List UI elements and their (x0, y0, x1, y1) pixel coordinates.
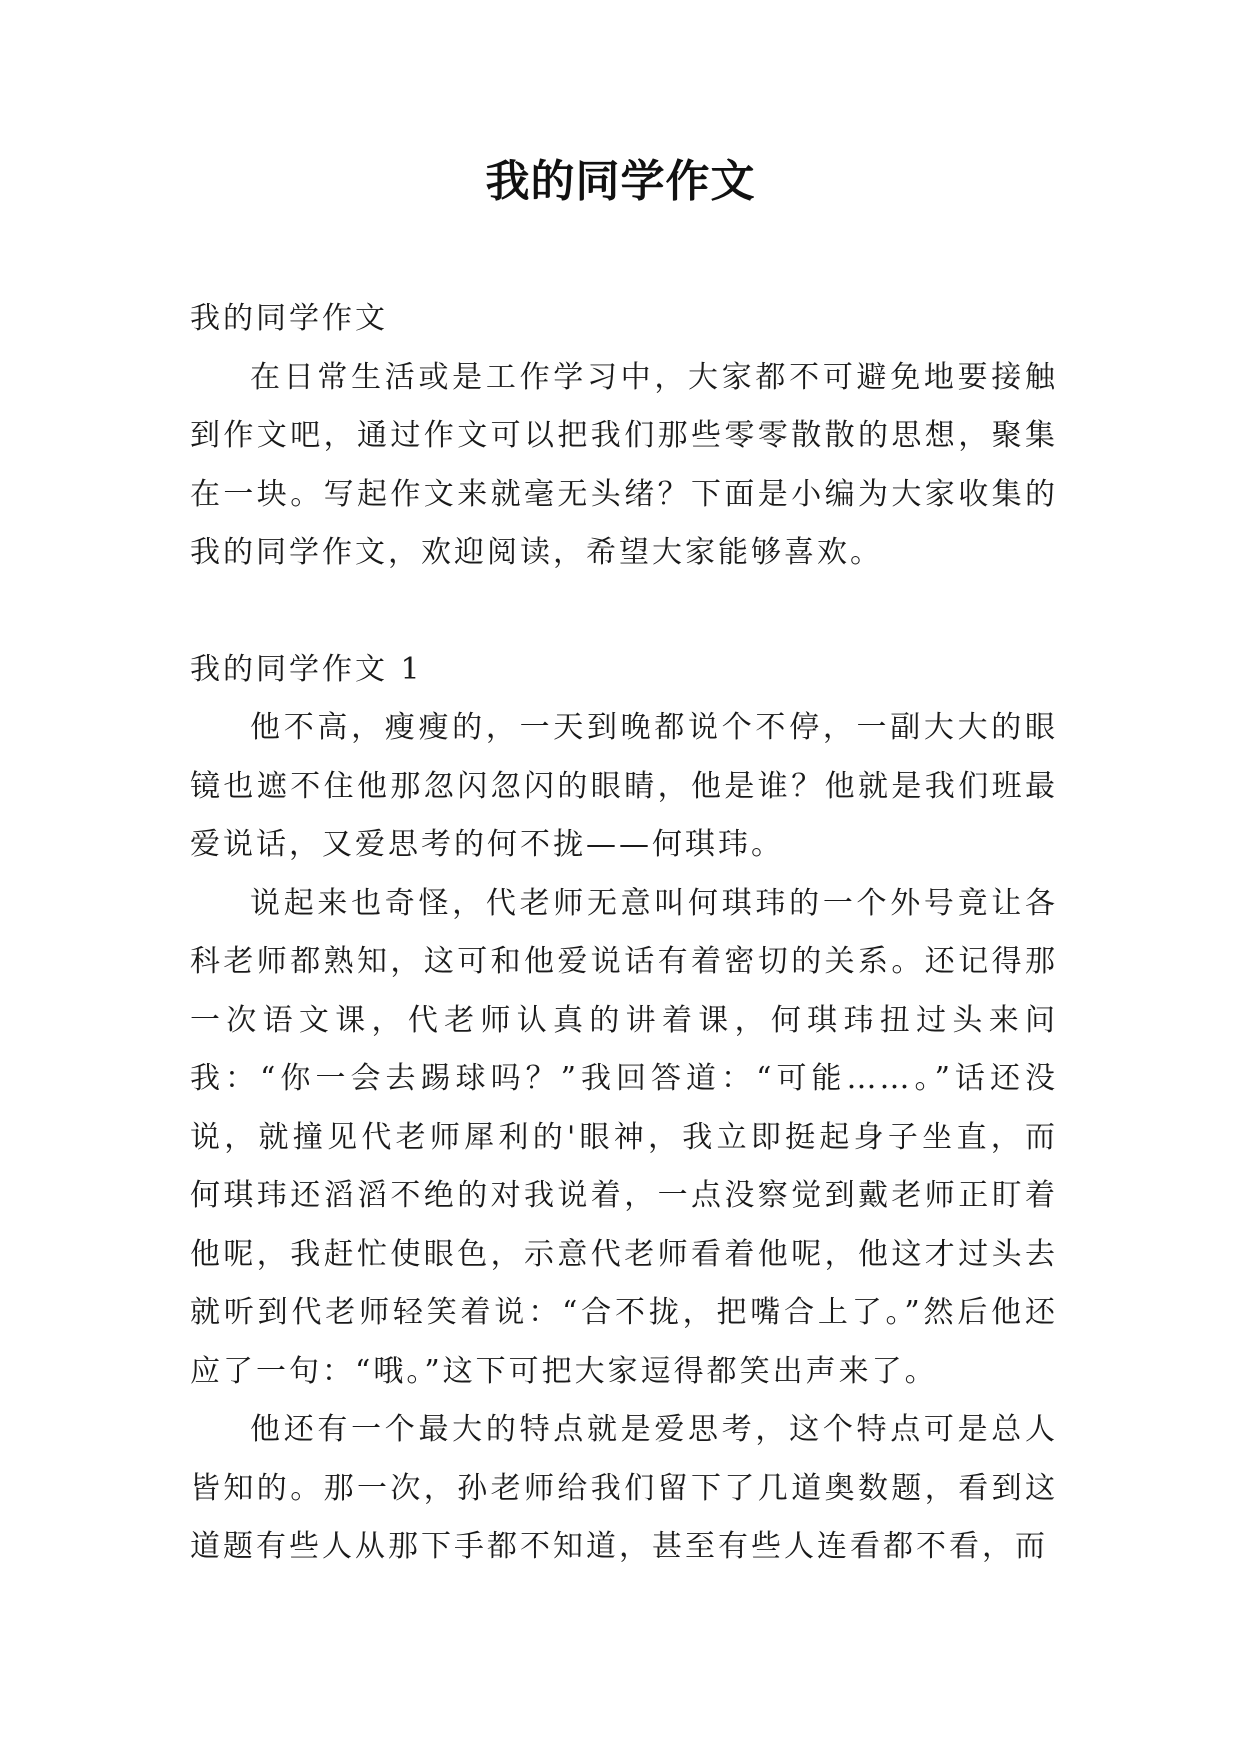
section-1-paragraph-2: 说起来也奇怪，代老师无意叫何琪玮的一个外号竟让各科老师都熟知，这可和他爱说话有着密切的关系。还记得那一次语文课，代老师认真的讲着课，何琪玮扭过头来问我：“你一会去踢球吗？”我回答道：“可能……。”话还没说，就撞见代老师犀利的'眼神，我立即挺起身子坐直，而何琪玮还滔滔不绝的对我说着，一点没察觉到戴老师正盯着他呢，我赶忙使眼色，示意代老师看着他呢，他这才过头去就听到代老师轻笑着说：“合不拢，把嘴合上了。”然后他还应了一句：“哦。”这下可把大家逗得都笑出声来了。 (190, 885, 1058, 1389)
section-1-paragraph-3: 他还有一个最大的特点就是爱思考，这个特点可是总人皆知的。那一次，孙老师给我们留下了几道奥数题，看到这道题有些人从那下手都不知道，甚至有些人连看都不看，而 (190, 1412, 1058, 1564)
intro-heading: 我的同学作文 (190, 301, 388, 336)
section-1-heading: 我的同学作文 1 (190, 651, 423, 687)
section-spacer (190, 583, 1058, 641)
intro-paragraph: 在日常生活或是工作学习中，大家都不可避免地要接触到作文吧，通过作文可以把我们那些零零散散的思想，聚集在一块。写起作文来就毫无头绪？下面是小编为大家收集的我的同学作文，欢迎阅读，希望大家能够喜欢。 (190, 359, 1058, 570)
document-title: 我的同学作文 (485, 156, 756, 207)
document-body (190, 290, 1058, 1577)
section-1-paragraph-1: 他不高，瘦瘦的，一天到晚都说个不停，一副大大的眼镜也遮不住他那忽闪忽闪的眼睛，他是谁？他就是我们班最爱说话，又爱思考的何不拢——何琪玮。 (190, 710, 1058, 862)
